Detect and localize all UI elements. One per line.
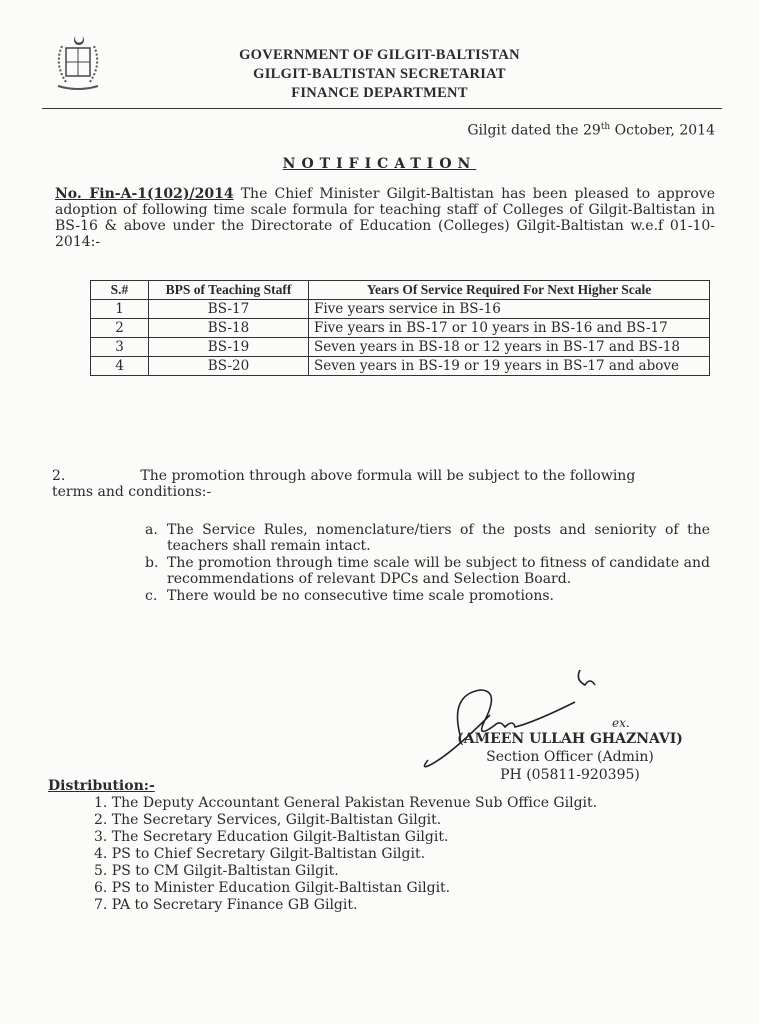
letterhead-line-3: FINANCE DEPARTMENT bbox=[291, 85, 468, 101]
condition-label: b. bbox=[145, 555, 159, 571]
list-item: 5. PS to CM Gilgit-Baltistan Gilgit. bbox=[94, 863, 339, 879]
conditions-list bbox=[145, 522, 710, 604]
header-bps: BPS of Teaching Staff bbox=[149, 281, 309, 300]
cell-bps: BS-17 bbox=[149, 300, 309, 319]
cell-sno: 1 bbox=[91, 300, 149, 319]
letterhead-line-2: GILGIT-BALTISTAN SECRETARIAT bbox=[253, 66, 506, 82]
condition-text: The promotion through time scale will be subject to fitness of candidate and recommendations of relevant DPCs and Selection Board. bbox=[167, 555, 710, 587]
table-header-row bbox=[91, 281, 710, 300]
list-item: 7. PA to Secretary Finance GB Gilgit. bbox=[94, 897, 358, 913]
cell-bps: BS-18 bbox=[149, 319, 309, 338]
date-prefix: Gilgit dated the 29 bbox=[467, 122, 601, 139]
cell-years: Five years service in BS-16 bbox=[309, 300, 710, 319]
signatory-designation: Section Officer (Admin) bbox=[486, 749, 654, 765]
para2-number: 2. bbox=[52, 468, 66, 484]
letterhead-line-1: GOVERNMENT OF GILGIT-BALTISTAN bbox=[239, 47, 520, 63]
cell-sno: 4 bbox=[91, 357, 149, 376]
list-item: 2. The Secretary Services, Gilgit-Baltistan Gilgit. bbox=[94, 812, 442, 828]
date-sup: th bbox=[600, 122, 611, 132]
paragraph-2 bbox=[52, 468, 712, 500]
signature-mark: ex. bbox=[612, 716, 630, 730]
header-years: Years Of Service Required For Next Higher Scale bbox=[309, 281, 710, 300]
condition-text: There would be no consecutive time scale promotions. bbox=[167, 588, 555, 604]
signatory-name: (AMEEN ULLAH GHAZNAVI) bbox=[457, 731, 683, 747]
table-row bbox=[91, 357, 710, 376]
cell-sno: 3 bbox=[91, 338, 149, 357]
condition-label: a. bbox=[145, 522, 158, 538]
condition-label: c. bbox=[145, 588, 158, 604]
table-row bbox=[91, 300, 710, 319]
condition-item bbox=[145, 555, 710, 587]
time-scale-table bbox=[90, 280, 710, 376]
date-line bbox=[467, 122, 715, 139]
para2-text: The promotion through above formula will be subject to the following bbox=[140, 468, 636, 484]
condition-item bbox=[145, 522, 710, 554]
list-item: 4. PS to Chief Secretary Gilgit-Baltistan Gilgit. bbox=[94, 846, 426, 862]
para2-continuation: terms and conditions:- bbox=[52, 484, 212, 500]
distribution-title: Distribution:- bbox=[48, 778, 155, 794]
condition-item bbox=[145, 588, 710, 604]
intro-paragraph bbox=[55, 186, 715, 250]
list-item: 1. The Deputy Accountant General Pakistan Revenue Sub Office Gilgit. bbox=[94, 795, 598, 811]
date-suffix: October, 2014 bbox=[610, 122, 715, 139]
cell-years: Seven years in BS-18 or 12 years in BS-17 and BS-18 bbox=[309, 338, 710, 357]
list-item: 6. PS to Minister Education Gilgit-Baltistan Gilgit. bbox=[94, 880, 451, 896]
distribution-list bbox=[94, 795, 597, 914]
cell-bps: BS-20 bbox=[149, 357, 309, 376]
notification-title: NOTIFICATION bbox=[282, 156, 477, 172]
list-item: 3. The Secretary Education Gilgit-Baltistan Gilgit. bbox=[94, 829, 449, 845]
table-row bbox=[91, 338, 710, 357]
table-row bbox=[91, 319, 710, 338]
cell-sno: 2 bbox=[91, 319, 149, 338]
header-divider bbox=[42, 108, 722, 109]
cell-years: Five years in BS-17 or 10 years in BS-16 and BS-17 bbox=[309, 319, 710, 338]
condition-text: The Service Rules, nomenclature/tiers of the posts and seniority of the teachers shall remain intact. bbox=[167, 522, 710, 554]
cell-bps: BS-19 bbox=[149, 338, 309, 357]
header-sno: S.# bbox=[91, 281, 149, 300]
reference-number: No. Fin-A-1(102)/2014 bbox=[55, 186, 234, 202]
cell-years: Seven years in BS-19 or 19 years in BS-17 and above bbox=[309, 357, 710, 376]
intro-text: The Chief Minister Gilgit-Baltistan has been pleased to approve adoption of following time scale formula for teaching staff of Colleges of Gilgit-Baltistan in BS-16 & above under the Directorate of Education (Colleges) Gilgit-Baltistan w.e.f 01-10-2014:- bbox=[55, 186, 715, 250]
signatory-phone: PH (05811-920395) bbox=[500, 767, 640, 783]
